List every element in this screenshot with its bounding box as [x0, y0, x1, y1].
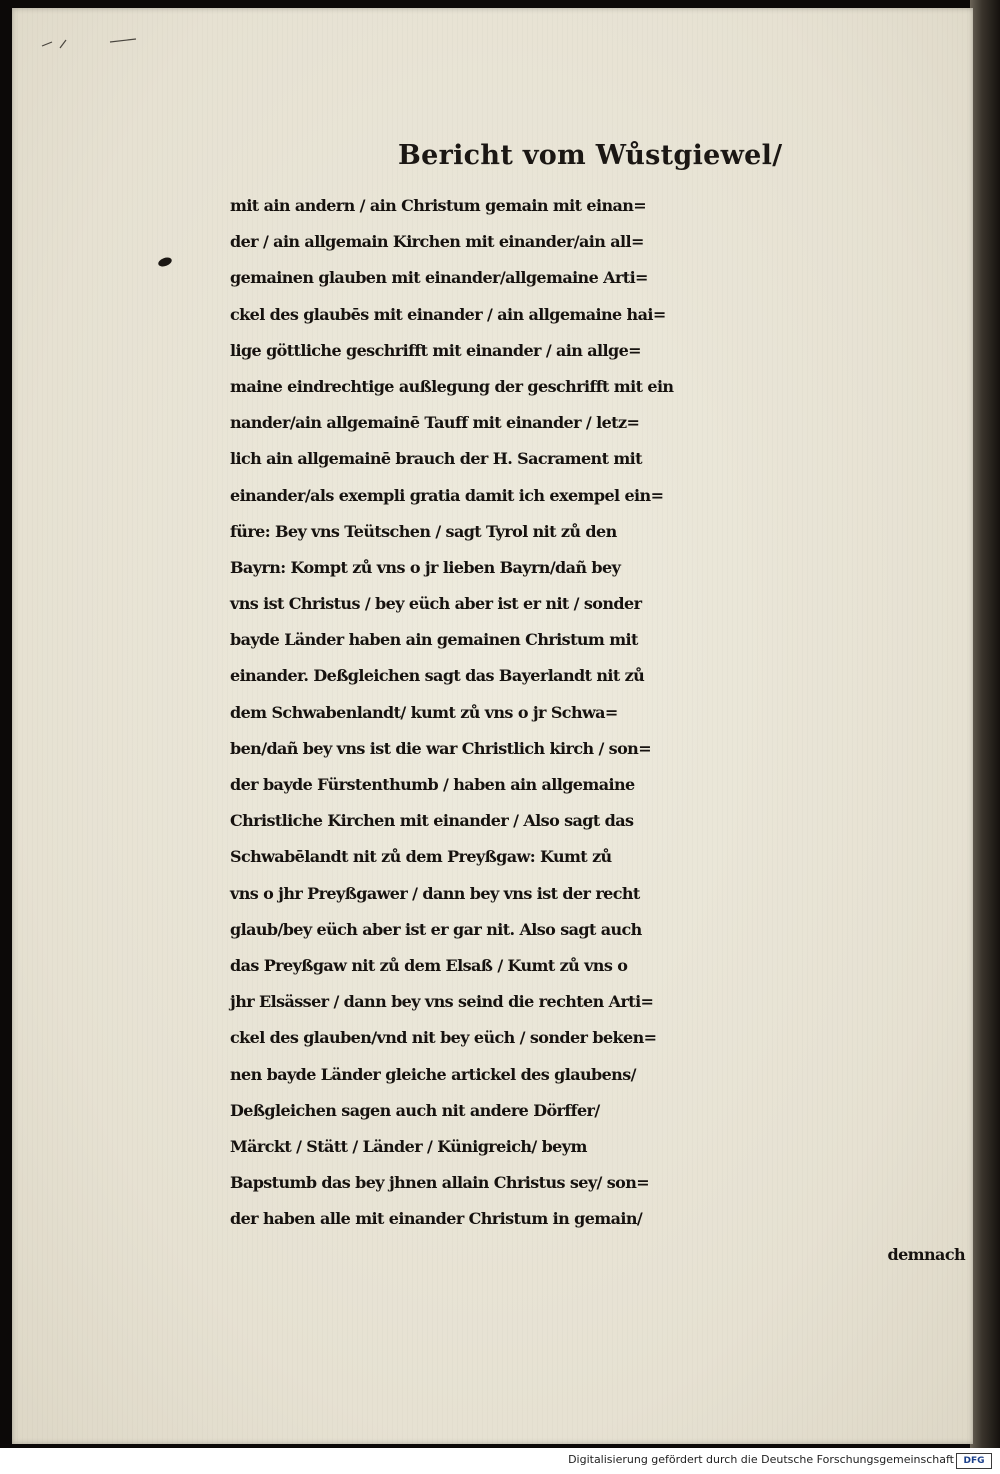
text-line: Christliche Kirchen mit einander / Also sagt das: [230, 811, 634, 831]
text-line: ben/dañ bey vns ist die war Christlich kirch / son=: [230, 738, 651, 758]
text-line: bayde Länder haben ain gemainen Christum mit: [230, 630, 638, 650]
text-line: lige göttliche geschrifft mit einander / ain allge=: [230, 340, 641, 360]
text-line: der haben alle mit einander Christum in gemain/: [230, 1209, 643, 1229]
body-text: [230, 188, 975, 1274]
text-line: Schwabēlandt nit zů dem Preyßgaw: Kumt zů: [230, 847, 612, 867]
text-line: gemainen glauben mit einander/allgemaine Arti=: [230, 268, 648, 288]
text-line: füre: Bey vns Teütschen / sagt Tyrol nit zů den: [230, 521, 617, 541]
text-line: Bapstumb das bey jhnen allain Christus sey/ son=: [230, 1173, 650, 1193]
text-line: Bayrn: Kompt zů vns o jr lieben Bayrn/dañ bey: [230, 557, 621, 577]
text-line: lich ain allgemainē brauch der H. Sacrament mit: [230, 449, 642, 469]
text-line: einander. Deßgleichen sagt das Bayerlandt nit zů: [230, 666, 645, 686]
text-line: nen bayde Länder gleiche artickel des glaubens/: [230, 1064, 636, 1084]
text-line: vns o jhr Preyßgawer / dann bey vns ist der recht: [230, 883, 640, 903]
text-line: ckel des glaubēs mit einander / ain allgemaine hai=: [230, 304, 666, 324]
text-line: ckel des glauben/vnd nit bey eüch / sonder beken=: [230, 1028, 657, 1048]
running-head: Bericht vom Wůstgiewel/: [398, 140, 783, 171]
text-line: vns ist Christus / bey eüch aber ist er nit / sonder: [230, 594, 642, 614]
text-line: der / ain allgemain Kirchen mit einander/ain all=: [230, 232, 644, 252]
text-line: glaub/bey eüch aber ist er gar nit. Also sagt auch: [230, 919, 642, 939]
corner-ink-marks: [40, 36, 140, 52]
funding-credit: Digitalisierung gefördert durch die Deutsche Forschungsgemeinschaft: [568, 1453, 954, 1466]
text-line: mit ain andern / ain Christum gemain mit einan=: [230, 196, 647, 215]
text-line: Märckt / Stätt / Länder / Künigreich/ beym: [230, 1136, 587, 1156]
dfg-logo: DFG: [956, 1453, 992, 1469]
text-line: dem Schwabenlandt/ kumt zů vns o jr Schwa=: [230, 702, 618, 722]
text-line: einander/als exempli gratia damit ich exempel ein=: [230, 485, 664, 505]
text-line: der bayde Fürstenthumb / haben ain allgemaine: [230, 775, 635, 794]
text-line: das Preyßgaw nit zů dem Elsaß / Kumt zů vns o: [230, 955, 628, 975]
text-line: Deßgleichen sagen auch nit andere Dörffer/: [230, 1100, 600, 1120]
text-line: nander/ain allgemainē Tauff mit einander / letz=: [230, 413, 640, 433]
text-line: maine eindrechtige außlegung der geschrifft mit ein: [230, 376, 674, 396]
catchword: demnach: [887, 1245, 965, 1265]
footer-bar: [0, 1448, 1000, 1474]
text-line: jhr Elsässer / dann bey vns seind die rechten Arti=: [230, 992, 654, 1012]
